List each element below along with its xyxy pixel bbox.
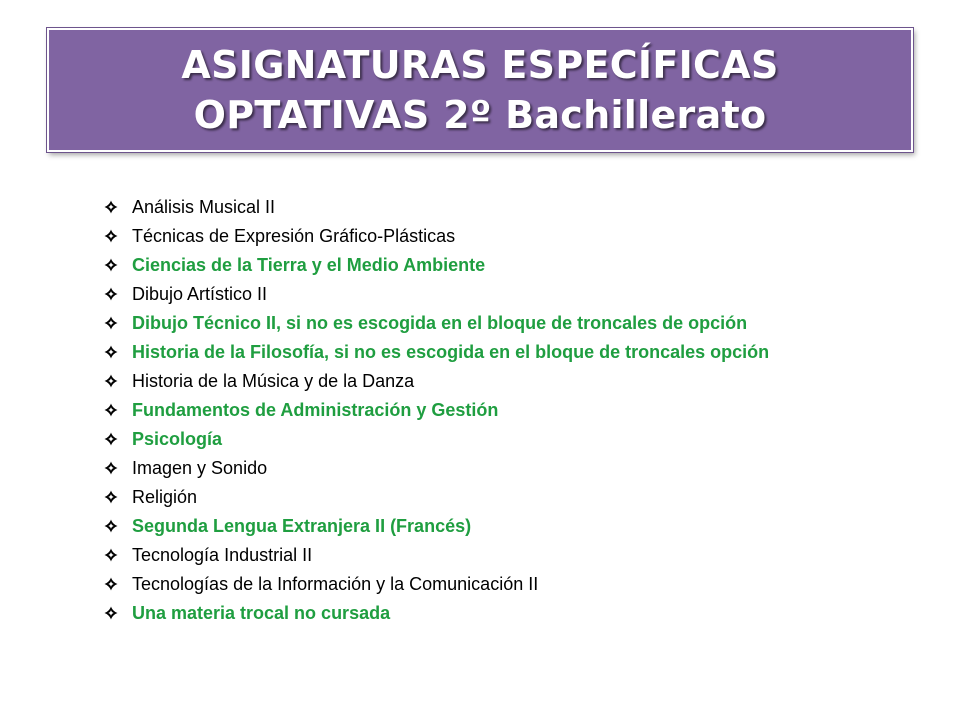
list-item-label: Historia de la Filosofía, si no es escogida en el bloque de troncales opción xyxy=(132,342,770,362)
list-item-label: Fundamentos de Administración y Gestión xyxy=(132,400,499,420)
list-item-label: Ciencias de la Tierra y el Medio Ambiente xyxy=(132,255,486,275)
list-item xyxy=(104,430,924,448)
slide-title-line-2: OPTATIVAS 2º Bachillerato xyxy=(193,93,767,137)
diamond-star-bullet-icon xyxy=(104,374,118,388)
diamond-star-bullet-icon xyxy=(104,316,118,330)
list-item xyxy=(104,285,924,303)
list-item xyxy=(104,227,924,245)
title-banner xyxy=(47,28,913,152)
list-item xyxy=(104,488,924,506)
diamond-star-bullet-icon xyxy=(104,287,118,301)
diamond-star-bullet-icon xyxy=(104,519,118,533)
list-item xyxy=(104,517,924,535)
diamond-star-bullet-icon xyxy=(104,200,118,214)
list-item xyxy=(104,314,924,332)
list-item xyxy=(104,546,924,564)
diamond-star-bullet-icon xyxy=(104,345,118,359)
list-item-label: Tecnología Industrial II xyxy=(132,545,313,565)
list-item-label: Segunda Lengua Extranjera II (Francés) xyxy=(132,516,472,536)
diamond-star-bullet-icon xyxy=(104,490,118,504)
list-item-label: Una materia trocal no cursada xyxy=(132,603,391,623)
diamond-star-bullet-icon xyxy=(104,606,118,620)
list-item xyxy=(104,343,924,361)
diamond-star-bullet-icon xyxy=(104,229,118,243)
list-item-label: Imagen y Sonido xyxy=(132,458,268,478)
list-item xyxy=(104,372,924,390)
list-item-label: Técnicas de Expresión Gráfico-Plásticas xyxy=(132,226,456,246)
subject-list xyxy=(104,198,924,633)
list-item-label: Análisis Musical II xyxy=(132,197,276,217)
diamond-star-bullet-icon xyxy=(104,548,118,562)
diamond-star-bullet-icon xyxy=(104,403,118,417)
list-item-label: Religión xyxy=(132,487,198,507)
list-item-label: Dibujo Técnico II, si no es escogida en el bloque de troncales de opción xyxy=(132,313,748,333)
list-item-label: Psicología xyxy=(132,429,223,449)
list-item xyxy=(104,604,924,622)
diamond-star-bullet-icon xyxy=(104,461,118,475)
list-item-label: Dibujo Artístico II xyxy=(132,284,268,304)
list-item xyxy=(104,401,924,419)
slide-title-line-1: ASIGNATURAS ESPECÍFICAS xyxy=(181,43,779,87)
diamond-star-bullet-icon xyxy=(104,577,118,591)
list-item xyxy=(104,575,924,593)
diamond-star-bullet-icon xyxy=(104,432,118,446)
list-item-label: Historia de la Música y de la Danza xyxy=(132,371,415,391)
list-item-label: Tecnologías de la Información y la Comunicación II xyxy=(132,574,539,594)
diamond-star-bullet-icon xyxy=(104,258,118,272)
list-item xyxy=(104,459,924,477)
list-item xyxy=(104,256,924,274)
list-item xyxy=(104,198,924,216)
